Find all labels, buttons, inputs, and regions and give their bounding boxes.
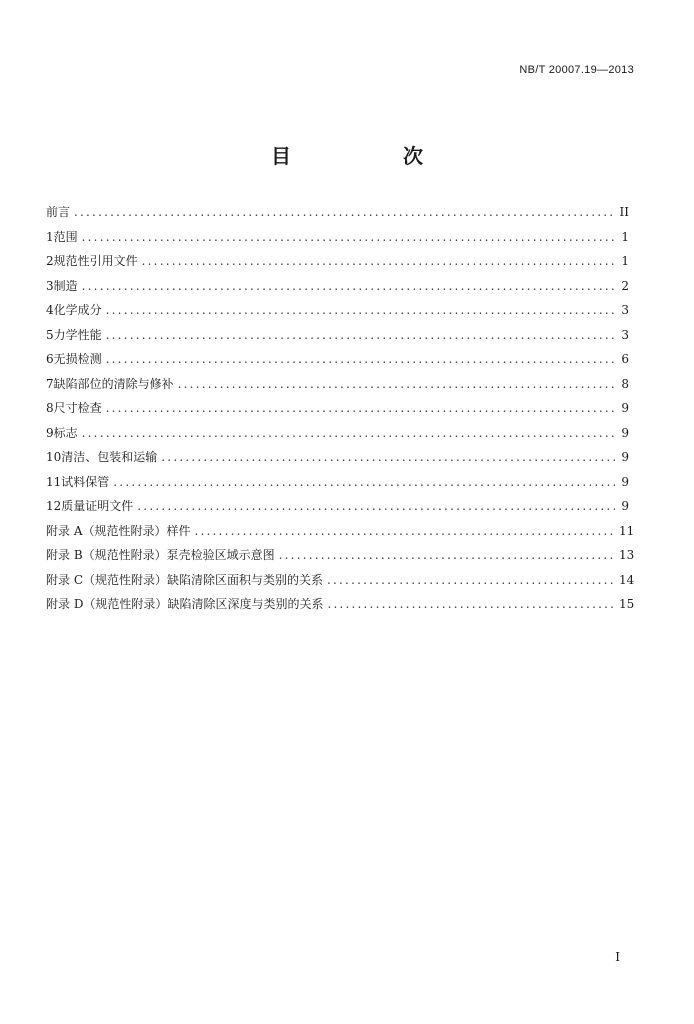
toc-leader-dots (113, 470, 615, 495)
toc-entry-10[interactable] (46, 445, 629, 470)
toc-entry-page: 1 (621, 254, 629, 268)
toc-entry-7[interactable] (46, 372, 629, 397)
toc-leader-dots (327, 592, 615, 617)
toc-entry-page: 6 (621, 352, 629, 366)
toc-entry-page: 9 (621, 401, 629, 415)
standard-code: NB/T 20007.19—2013 (519, 64, 634, 76)
toc-entry-page: 9 (621, 425, 629, 440)
table-of-contents (46, 200, 635, 617)
page-number: I (615, 950, 620, 964)
toc-leader-dots (82, 421, 615, 446)
toc-entry-label: 清洁、包装和运输 (61, 450, 158, 464)
toc-entry-label: 泵壳检验区域示意图 (166, 548, 275, 562)
toc-leader-dots (82, 225, 615, 250)
toc-entry-label: 缺陷部位的清除与修补 (53, 376, 174, 391)
toc-entry-appendix-a[interactable] (46, 519, 635, 544)
toc-entry-label: 制造 (53, 278, 78, 293)
toc-entry-number: 附录 A（规范性附录） (46, 523, 167, 538)
toc-entry-page: 9 (621, 499, 629, 513)
toc-entry-8[interactable] (46, 396, 629, 421)
toc-entry-2[interactable] (46, 249, 629, 274)
toc-entry-page: 14 (619, 572, 635, 587)
toc-entry-9[interactable] (46, 421, 629, 446)
toc-entry-label: 规范性引用文件 (53, 254, 138, 268)
toc-entry-page: 1 (621, 229, 629, 244)
toc-entry-number: 附录 C（规范性附录） (46, 572, 167, 587)
toc-entry-label: 缺陷清除区深度与类别的关系 (167, 597, 324, 611)
toc-entry-label: 前言 (46, 205, 71, 219)
toc-entry-number: 5 (46, 327, 54, 342)
toc-entry-appendix-b[interactable] (46, 543, 635, 568)
toc-entry-label: 缺陷清除区面积与类别的关系 (167, 572, 324, 587)
toc-entry-page: 9 (621, 474, 629, 489)
toc-leader-dots (195, 519, 616, 544)
toc-leader-dots (106, 396, 615, 421)
toc-entry-4[interactable] (46, 298, 629, 323)
toc-entry-6[interactable] (46, 347, 629, 372)
toc-entry-5[interactable] (46, 323, 629, 348)
toc-entry-1[interactable] (46, 225, 629, 250)
toc-entry-page: 8 (621, 376, 629, 391)
toc-entry-12[interactable] (46, 494, 629, 519)
toc-entry-label: 尺寸检查 (53, 401, 102, 415)
toc-entry-number: 2 (46, 254, 54, 268)
toc-entry-label: 标志 (53, 425, 78, 440)
toc-entry-number: 7 (46, 376, 54, 391)
toc-entry-number: 11 (46, 474, 62, 489)
toc-entry-page: 9 (621, 450, 629, 464)
toc-leader-dots (82, 274, 615, 299)
toc-entry-number: 9 (46, 425, 54, 440)
toc-entry-label: 质量证明文件 (61, 499, 134, 513)
toc-entry-label: 化学成分 (53, 303, 102, 317)
toc-entry-11[interactable] (46, 470, 629, 495)
toc-leader-dots (74, 200, 615, 225)
toc-entry-label: 无损检测 (53, 352, 102, 366)
toc-entry-number: 附录 D（规范性附录） (46, 597, 168, 611)
toc-entry-page: 11 (619, 523, 635, 538)
toc-leader-dots (161, 445, 615, 470)
toc-leader-dots (327, 568, 615, 593)
toc-leader-dots (106, 298, 615, 323)
toc-entry-label: 力学性能 (53, 327, 102, 342)
toc-entry-appendix-c[interactable] (46, 568, 635, 593)
toc-entry-appendix-d[interactable] (46, 592, 635, 617)
toc-entry-page: II (619, 205, 629, 219)
toc-entry-number: 1 (46, 229, 54, 244)
toc-entry-page: 2 (621, 278, 629, 293)
toc-entry-foreword[interactable] (46, 200, 629, 225)
toc-entry-page: 3 (621, 303, 629, 317)
toc-entry-label: 样件 (166, 523, 191, 538)
toc-entry-page: 3 (621, 327, 629, 342)
page-title: 目 次 (271, 144, 469, 168)
toc-entry-page: 13 (619, 548, 635, 562)
toc-entry-label: 范围 (53, 229, 78, 244)
toc-leader-dots (178, 372, 615, 397)
toc-leader-dots (106, 347, 615, 372)
toc-leader-dots (137, 494, 615, 519)
toc-entry-number: 10 (46, 450, 62, 464)
toc-leader-dots (106, 323, 615, 348)
toc-entry-page: 15 (619, 597, 635, 611)
toc-entry-number: 4 (46, 303, 54, 317)
toc-entry-number: 6 (46, 352, 54, 366)
toc-entry-number: 附录 B（规范性附录） (46, 548, 167, 562)
toc-leader-dots (142, 249, 615, 274)
toc-entry-label: 试料保管 (61, 474, 110, 489)
toc-entry-number: 8 (46, 401, 54, 415)
toc-entry-number: 12 (46, 499, 62, 513)
toc-entry-3[interactable] (46, 274, 629, 299)
toc-leader-dots (279, 543, 615, 568)
toc-entry-number: 3 (46, 278, 54, 293)
